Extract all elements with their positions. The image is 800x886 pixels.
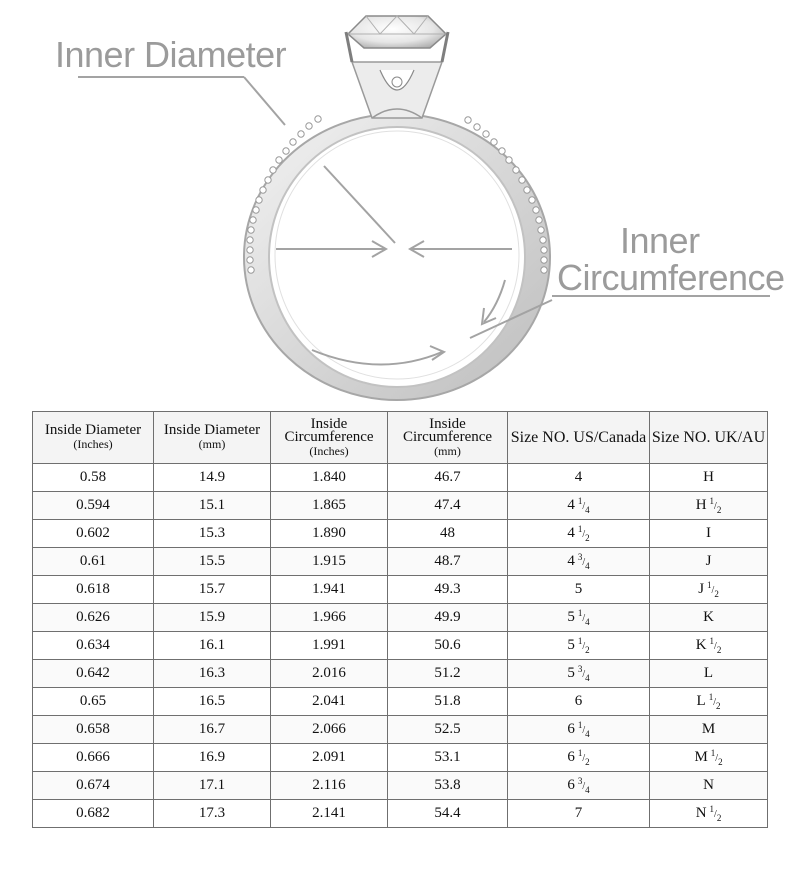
size-fraction-numerator: 1	[577, 608, 583, 618]
cell-inside-diameter-inches: 0.642	[33, 660, 154, 688]
cell-inside-diameter-mm: 15.1	[154, 492, 271, 520]
fraction-slash: /	[582, 781, 586, 792]
cell-inside-circumference-mm: 52.5	[388, 716, 508, 744]
header-size-uk-au: Size NO. UK/AU	[650, 412, 768, 464]
cell-inside-diameter-inches: 0.666	[33, 744, 154, 772]
table-row	[33, 772, 768, 800]
cell-inside-diameter-inches: 0.58	[33, 464, 154, 492]
cell-size-uk-au	[650, 632, 768, 660]
cell-size-us-canada	[508, 632, 650, 660]
fraction-slash: /	[582, 753, 586, 764]
cell-inside-circumference-mm: 49.3	[388, 576, 508, 604]
size-whole: 6	[574, 693, 583, 709]
cell-inside-circumference-inches: 1.941	[271, 576, 388, 604]
cell-size-uk-au	[650, 548, 768, 576]
cell-inside-diameter-inches: 0.626	[33, 604, 154, 632]
fraction-slash: /	[582, 641, 586, 652]
cell-inside-diameter-inches: 0.682	[33, 800, 154, 828]
size-whole: J	[705, 553, 712, 569]
size-fraction-denominator: 4	[585, 785, 590, 795]
size-fraction-denominator: 2	[715, 701, 721, 711]
inner-circumference-label-line1: Inner	[620, 220, 700, 261]
table-row	[33, 716, 768, 744]
cell-inside-circumference-inches: 2.066	[271, 716, 388, 744]
cell-size-uk-au	[650, 576, 768, 604]
header-inside-diameter-inches: Inside Diameter (Inches)	[33, 412, 154, 464]
header-inside-diameter-mm: Inside Diameter (mm)	[154, 412, 271, 464]
cell-inside-diameter-mm: 15.7	[154, 576, 271, 604]
cell-inside-circumference-inches: 2.116	[271, 772, 388, 800]
size-fraction-numerator: 3	[577, 664, 583, 674]
cell-size-us-canada	[508, 744, 650, 772]
size-fraction-denominator: 2	[585, 533, 590, 543]
table-row	[33, 800, 768, 828]
cell-size-us-canada	[508, 604, 650, 632]
size-whole: L	[703, 665, 714, 681]
size-fraction-numerator: 1	[709, 804, 715, 814]
table-body	[33, 464, 768, 828]
cell-size-us-canada	[508, 716, 650, 744]
cell-size-uk-au	[650, 464, 768, 492]
size-fraction-numerator: 3	[577, 552, 583, 562]
cell-inside-circumference-mm: 51.8	[388, 688, 508, 716]
table-row	[33, 576, 768, 604]
cell-inside-circumference-inches: 1.865	[271, 492, 388, 520]
cell-inside-circumference-mm: 50.6	[388, 632, 508, 660]
fraction-slash: /	[582, 725, 586, 736]
cell-inside-circumference-mm: 48.7	[388, 548, 508, 576]
cell-size-uk-au	[650, 492, 768, 520]
size-fraction-numerator: 1	[709, 496, 715, 506]
size-whole: M	[694, 749, 708, 765]
fraction-slash: /	[714, 501, 717, 512]
inner-circumference-label-line2: Circumference	[557, 257, 785, 298]
cell-inside-circumference-inches: 1.840	[271, 464, 388, 492]
cell-inside-circumference-mm: 47.4	[388, 492, 508, 520]
table-header-row	[33, 412, 768, 464]
cell-inside-circumference-inches: 1.991	[271, 632, 388, 660]
cell-size-us-canada	[508, 548, 650, 576]
cell-inside-circumference-inches: 2.091	[271, 744, 388, 772]
header-inside-circumference-inches: Inside Circumference (Inches)	[271, 412, 388, 464]
size-whole: 6	[567, 749, 575, 765]
cell-inside-diameter-inches: 0.61	[33, 548, 154, 576]
size-fraction-denominator: 2	[716, 505, 722, 515]
cell-inside-circumference-mm: 53.1	[388, 744, 508, 772]
size-whole: I	[706, 525, 711, 541]
cell-size-us-canada	[508, 520, 650, 548]
table-row	[33, 520, 768, 548]
size-whole: K	[695, 637, 707, 653]
table-row	[33, 660, 768, 688]
cell-inside-circumference-mm: 51.2	[388, 660, 508, 688]
size-fraction-denominator: 2	[585, 757, 590, 767]
cell-inside-diameter-mm: 16.5	[154, 688, 271, 716]
size-whole: 6	[567, 721, 575, 737]
size-whole: N	[703, 777, 714, 793]
size-whole: H	[695, 497, 707, 513]
cell-inside-circumference-inches: 2.141	[271, 800, 388, 828]
inner-diameter-label: Inner Diameter	[55, 34, 287, 75]
cell-size-uk-au	[650, 772, 768, 800]
cell-inside-circumference-mm: 53.8	[388, 772, 508, 800]
fraction-slash: /	[714, 641, 717, 652]
size-fraction-denominator: 2	[718, 757, 723, 767]
table-row	[33, 632, 768, 660]
size-fraction-numerator: 1	[710, 748, 716, 758]
size-fraction-numerator: 1	[577, 524, 583, 534]
size-fraction-numerator: 1	[577, 496, 583, 506]
cell-inside-diameter-mm: 16.1	[154, 632, 271, 660]
table-row	[33, 688, 768, 716]
cell-inside-circumference-mm: 48	[388, 520, 508, 548]
cell-size-uk-au	[650, 660, 768, 688]
header-size-us-canada: Size NO. US/Canada	[508, 412, 650, 464]
fraction-slash: /	[582, 669, 586, 680]
cell-inside-diameter-inches: 0.634	[33, 632, 154, 660]
cell-inside-circumference-mm: 49.9	[388, 604, 508, 632]
cell-size-uk-au	[650, 800, 768, 828]
fraction-slash: /	[713, 697, 716, 708]
header-inside-circumference-mm: Inside Circumference (mm)	[388, 412, 508, 464]
size-fraction-numerator: 1	[577, 636, 583, 646]
cell-size-us-canada	[508, 576, 650, 604]
cell-size-us-canada	[508, 492, 650, 520]
size-fraction-denominator: 4	[585, 617, 590, 627]
size-whole: 5	[567, 665, 575, 681]
fraction-slash: /	[582, 529, 586, 540]
size-fraction-denominator: 2	[716, 813, 722, 823]
cell-size-uk-au	[650, 520, 768, 548]
size-fraction-denominator: 2	[716, 645, 722, 655]
cell-inside-diameter-inches: 0.674	[33, 772, 154, 800]
size-whole: K	[703, 609, 714, 625]
size-fraction-numerator: 1	[708, 692, 714, 702]
table-row	[33, 548, 768, 576]
table-row	[33, 464, 768, 492]
cell-size-uk-au	[650, 604, 768, 632]
cell-size-uk-au	[650, 744, 768, 772]
size-whole: 5	[574, 581, 583, 597]
ring-diagram	[0, 0, 800, 405]
cell-inside-circumference-inches: 2.041	[271, 688, 388, 716]
cell-inside-diameter-mm: 17.1	[154, 772, 271, 800]
size-whole: J	[698, 581, 705, 597]
fraction-slash: /	[715, 753, 719, 764]
cell-inside-diameter-mm: 16.9	[154, 744, 271, 772]
size-fraction-numerator: 1	[709, 636, 715, 646]
size-whole: 7	[574, 805, 583, 821]
table-row	[33, 492, 768, 520]
cell-size-us-canada	[508, 660, 650, 688]
cell-size-us-canada	[508, 800, 650, 828]
size-fraction-numerator: 1	[577, 720, 583, 730]
cell-inside-diameter-mm: 14.9	[154, 464, 271, 492]
size-fraction-denominator: 2	[714, 589, 719, 599]
size-whole: 4	[567, 553, 575, 569]
size-fraction-denominator: 4	[585, 505, 590, 515]
cell-inside-circumference-mm: 54.4	[388, 800, 508, 828]
fraction-slash: /	[582, 501, 586, 512]
size-fraction-denominator: 2	[585, 645, 590, 655]
cell-size-us-canada	[508, 688, 650, 716]
fraction-slash: /	[582, 557, 586, 568]
cell-inside-diameter-mm: 15.3	[154, 520, 271, 548]
size-fraction-numerator: 1	[707, 580, 712, 590]
fraction-slash: /	[711, 585, 715, 596]
cell-size-us-canada	[508, 772, 650, 800]
cell-inside-diameter-inches: 0.594	[33, 492, 154, 520]
cell-inside-diameter-mm: 16.7	[154, 716, 271, 744]
cell-inside-circumference-mm: 46.7	[388, 464, 508, 492]
size-whole: M	[701, 721, 716, 737]
size-whole: L	[696, 693, 706, 709]
cell-inside-diameter-inches: 0.618	[33, 576, 154, 604]
size-whole: N	[695, 805, 707, 821]
size-whole: H	[703, 469, 714, 485]
size-whole: 4	[567, 497, 575, 513]
size-fraction-denominator: 4	[585, 673, 590, 683]
cell-inside-circumference-inches: 1.966	[271, 604, 388, 632]
size-fraction-numerator: 3	[577, 776, 583, 786]
cell-inside-diameter-mm: 15.5	[154, 548, 271, 576]
cell-inside-circumference-inches: 1.915	[271, 548, 388, 576]
cell-inside-diameter-inches: 0.65	[33, 688, 154, 716]
cell-inside-circumference-inches: 2.016	[271, 660, 388, 688]
cell-inside-circumference-inches: 1.890	[271, 520, 388, 548]
cell-size-uk-au	[650, 688, 768, 716]
fraction-slash: /	[582, 613, 586, 624]
size-fraction-denominator: 4	[585, 729, 590, 739]
size-whole: 4	[574, 469, 583, 485]
size-fraction-denominator: 4	[585, 561, 590, 571]
cell-size-us-canada	[508, 464, 650, 492]
cell-inside-diameter-mm: 17.3	[154, 800, 271, 828]
size-whole: 4	[567, 525, 575, 541]
fraction-slash: /	[714, 809, 717, 820]
size-whole: 5	[567, 637, 575, 653]
cell-inside-diameter-inches: 0.658	[33, 716, 154, 744]
size-whole: 6	[567, 777, 575, 793]
table-row	[33, 744, 768, 772]
cell-inside-diameter-mm: 16.3	[154, 660, 271, 688]
ring-size-table	[32, 411, 768, 828]
table-row	[33, 604, 768, 632]
size-whole: 5	[567, 609, 575, 625]
size-fraction-numerator: 1	[577, 748, 583, 758]
cell-inside-diameter-inches: 0.602	[33, 520, 154, 548]
cell-size-uk-au	[650, 716, 768, 744]
cell-inside-diameter-mm: 15.9	[154, 604, 271, 632]
